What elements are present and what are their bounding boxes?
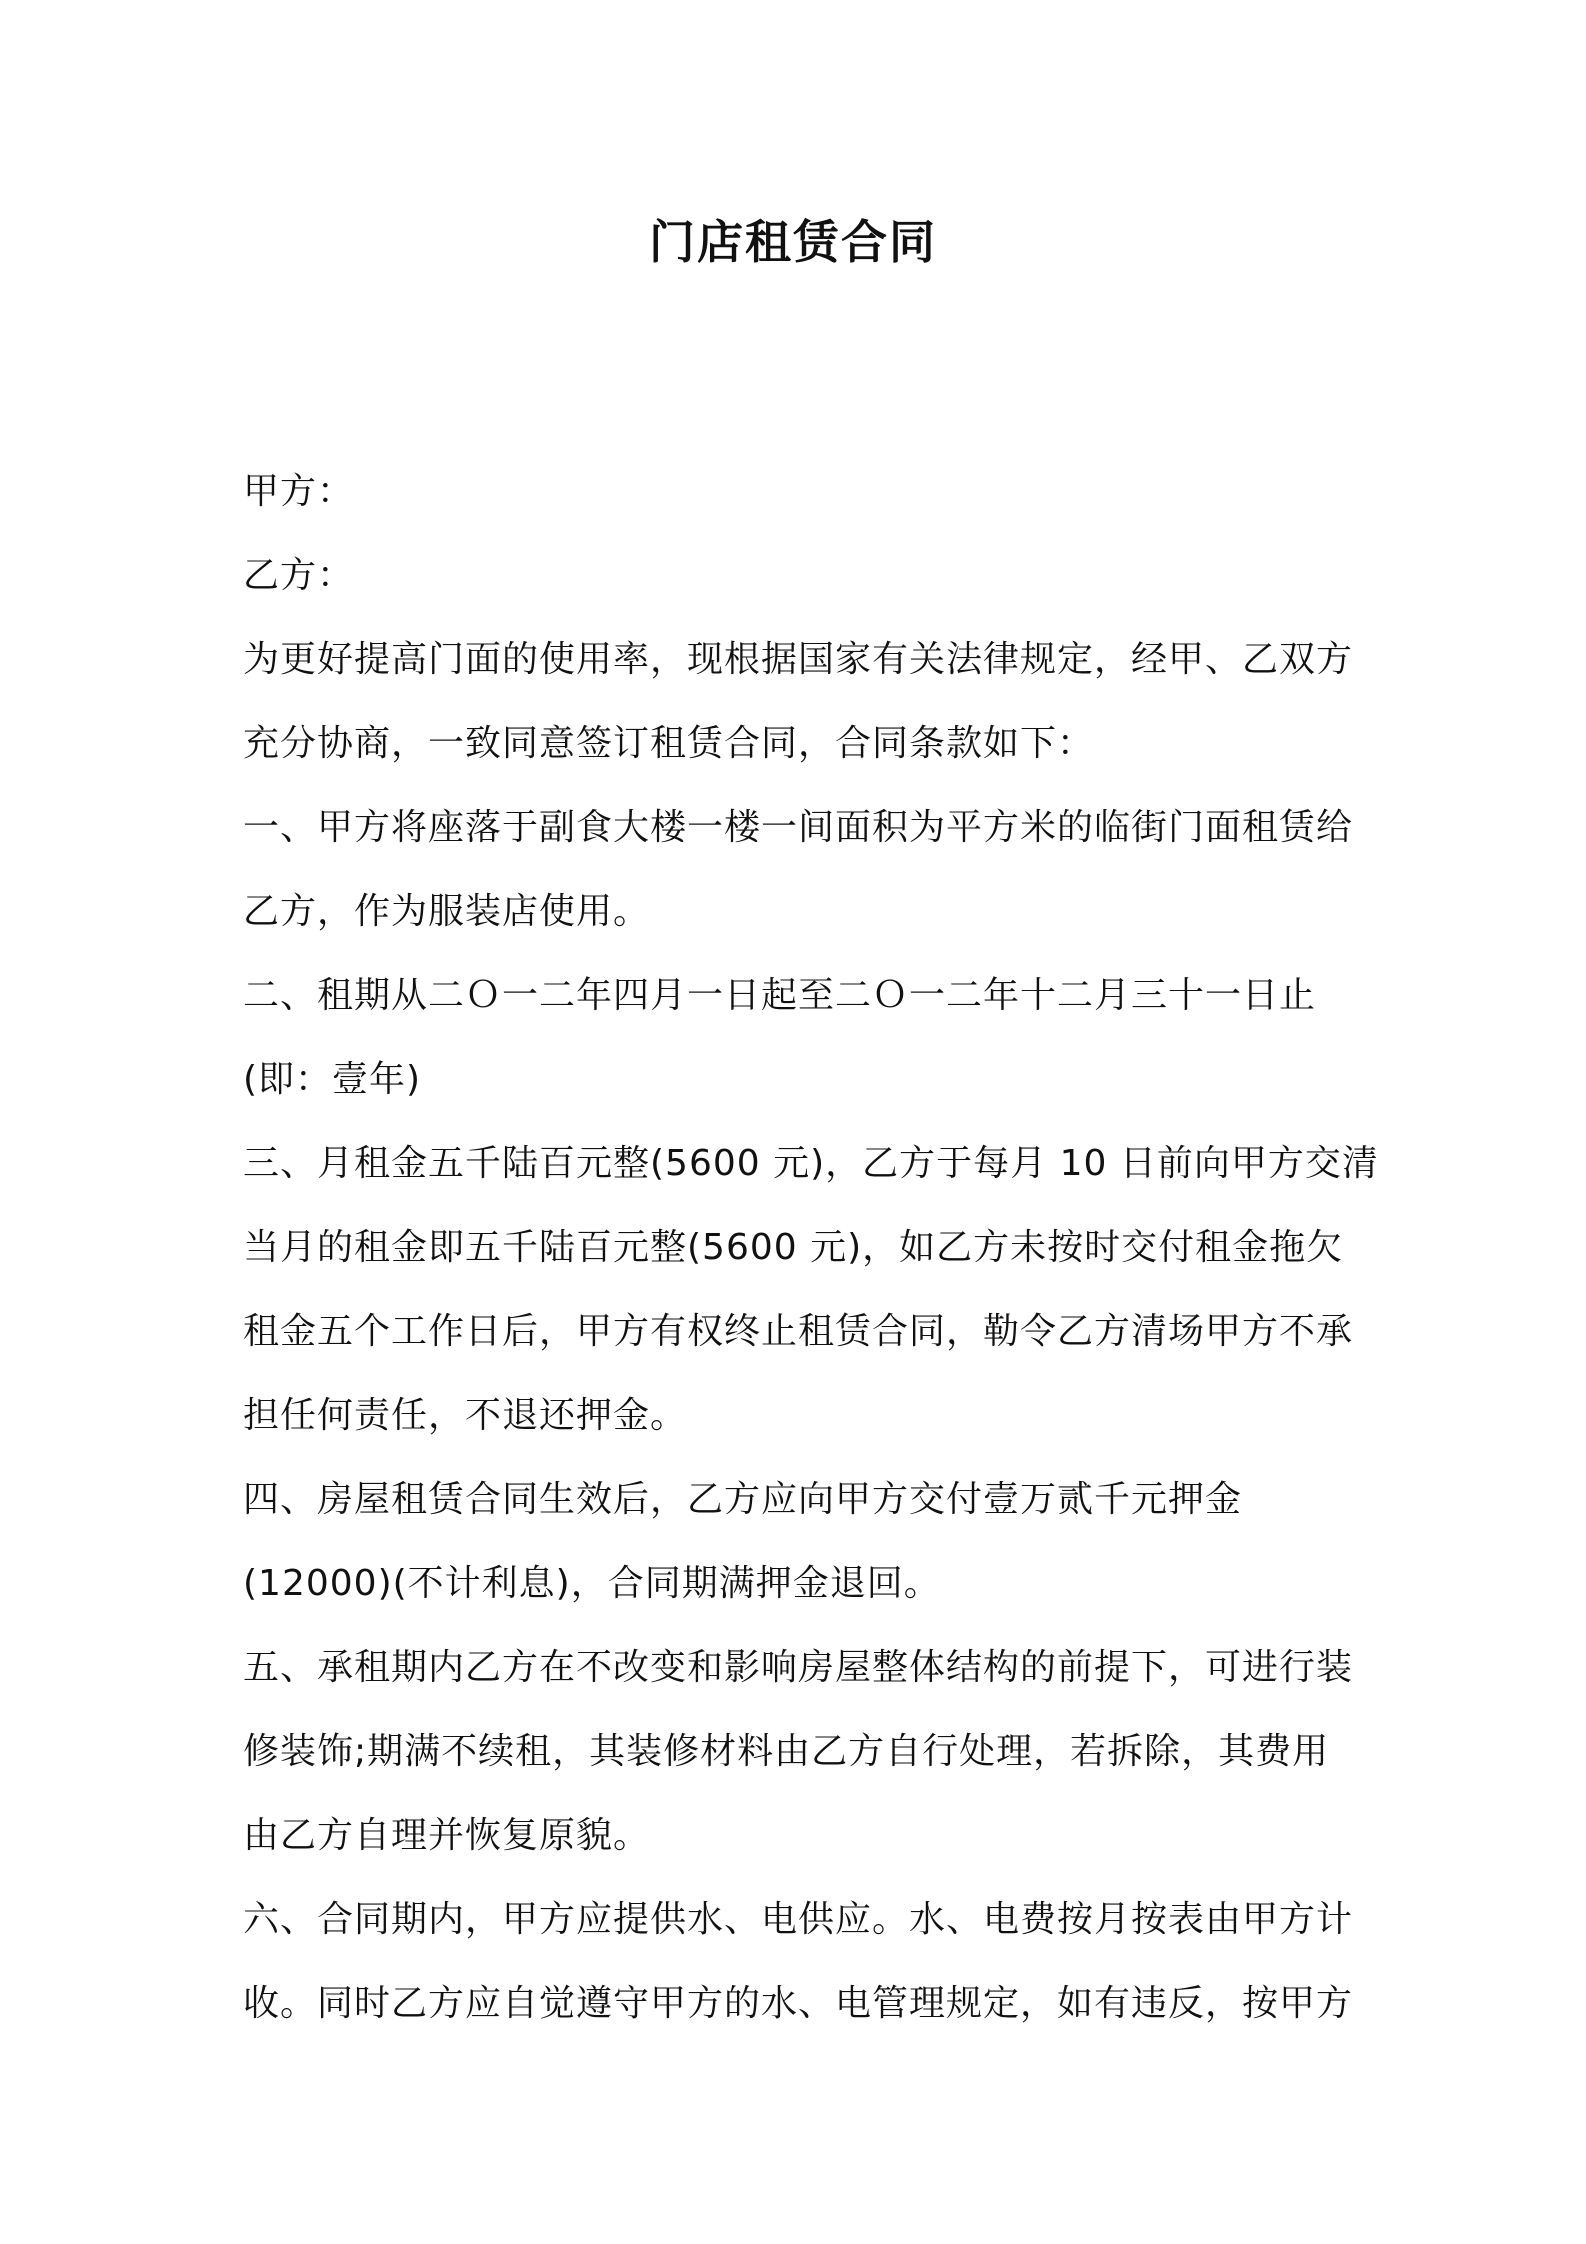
clause-3-line-2: 当月的租金即五千陆百元整(5600 元)，如乙方未按时交付租金拖欠 bbox=[243, 1227, 1344, 1268]
preamble-line-2: 充分协商，一致同意签订租赁合同，合同条款如下： bbox=[243, 723, 1095, 764]
clause-1-line-1: 一、甲方将座落于副食大楼一楼一间面积为平方米的临街门面租赁给 bbox=[243, 807, 1354, 848]
document-title: 门店租赁合同 bbox=[649, 215, 937, 269]
clause-5-line-2: 修装饰;期满不续租，其装修材料由乙方自行处理，若拆除，其费用 bbox=[243, 1731, 1330, 1772]
clause-2-line-1: 二、租期从二Ｏ一二年四月一日起至二Ｏ一二年十二月三十一日止 bbox=[243, 975, 1317, 1016]
clause-1-line-2: 乙方，作为服装店使用。 bbox=[243, 891, 651, 932]
clause-2-line-2: (即：壹年) bbox=[243, 1059, 422, 1100]
clause-4-line-2: (12000)(不计利息)，合同期满押金退回。 bbox=[243, 1563, 941, 1604]
party-a-line: 甲方： bbox=[243, 471, 355, 512]
clause-5-line-1: 五、承租期内乙方在不改变和影响房屋整体结构的前提下，可进行装 bbox=[243, 1647, 1354, 1688]
party-b-line: 乙方： bbox=[243, 555, 355, 596]
clause-3-line-1: 三、月租金五千陆百元整(5600 元)，乙方于每月 10 日前向甲方交清 bbox=[243, 1143, 1379, 1184]
preamble-line-1: 为更好提高门面的使用率，现根据国家有关法律规定，经甲、乙双方 bbox=[243, 639, 1354, 680]
clause-4-line-1: 四、房屋租赁合同生效后，乙方应向甲方交付壹万贰千元押金 bbox=[243, 1479, 1243, 1520]
clause-5-line-3: 由乙方自理并恢复原貌。 bbox=[243, 1815, 651, 1856]
clause-3-line-4: 担任何责任，不退还押金。 bbox=[243, 1395, 688, 1436]
clause-3-line-3: 租金五个工作日后，甲方有权终止租赁合同，勒令乙方清场甲方不承 bbox=[243, 1311, 1354, 1352]
clause-6-line-2: 收。同时乙方应自觉遵守甲方的水、电管理规定，如有违反，按甲方 bbox=[243, 1983, 1354, 2024]
clause-6-line-1: 六、合同期内，甲方应提供水、电供应。水、电费按月按表由甲方计 bbox=[243, 1899, 1354, 1940]
contract-body bbox=[243, 450, 1379, 2046]
